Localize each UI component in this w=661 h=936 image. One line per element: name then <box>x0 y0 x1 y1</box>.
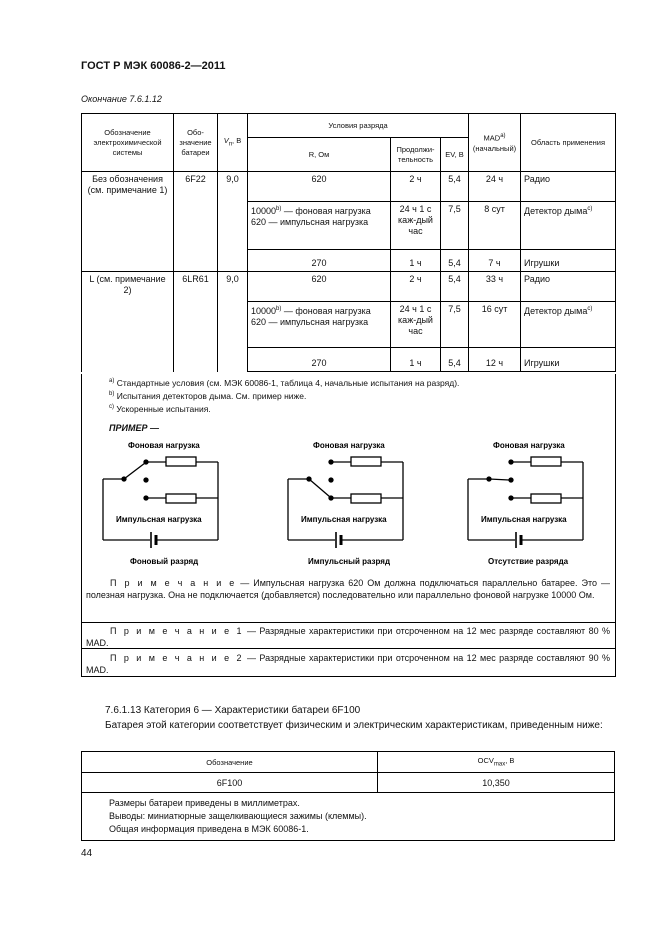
col-header-discharge: Условия разряда <box>248 114 469 138</box>
mad-cell: 24 ч <box>469 172 521 202</box>
pulse-resistor <box>531 494 561 503</box>
note-2: П р и м е ч а н и е 2 — Разрядные характеристики при отсроченном на 12 мес разряде составляют 90 % MAD. <box>86 653 610 675</box>
col-header-battery: Обо-значение батареи <box>174 114 218 172</box>
r-cell: 10000$^{b)}$ — фоновая нагрузка 620 — импульсная нагрузка <box>248 302 391 348</box>
col-header-vn: $V_п$, В <box>218 114 248 172</box>
continuation-label: Окончание 7.6.1.12 <box>81 94 162 104</box>
system-cell: L (см. примечание 2) <box>82 272 174 372</box>
vn-cell: 9,0 <box>218 172 248 272</box>
mad-cell: 8 сут <box>469 202 521 250</box>
example-note: П р и м е ч а н и е — Импульсная нагрузка 620 Ом должна подключаться параллельно батарее. Это — полезная нагрузка. Она не подключается (добавляется) последовательно или параллельно фоновой нагрузке 10000 Ом. <box>86 578 610 600</box>
col-header-application: Область применения <box>521 114 616 172</box>
duration-cell: 1 ч <box>391 348 441 372</box>
footnote: $^{a)}$ Стандартные условия (см. МЭК 60086-1, таблица 4, начальные испытания на разряд). <box>109 378 460 388</box>
application-cell: Радио <box>521 172 616 202</box>
application-cell: Детектор дыма$^{c)}$ <box>521 302 616 348</box>
background-resistor <box>351 457 381 466</box>
battery-info-cell <box>82 793 615 841</box>
r-cell: 270 <box>248 250 391 272</box>
info-line: Выводы: миниатюрные защелкивающиеся зажимы (клеммы). <box>109 811 367 821</box>
duration-cell: 2 ч <box>391 172 441 202</box>
col-header-mad: MAD$^{a)}$ (начальный) <box>469 114 521 172</box>
ev-cell: 5,4 <box>441 272 469 302</box>
pulse-resistor <box>166 494 196 503</box>
r-cell: 10000$^{b)}$ — фоновая нагрузка 620 — импульсная нагрузка <box>248 202 391 250</box>
section-heading: 7.6.1.13 Категория 6 — Характеристики батареи 6F100 <box>105 705 361 716</box>
page-number: 44 <box>81 848 93 859</box>
ev-cell: 5,4 <box>441 348 469 372</box>
background-resistor <box>166 457 196 466</box>
col-header-system: Обозначение электрохимической системы <box>82 114 174 172</box>
switch-lever <box>309 479 330 497</box>
mad-cell: 7 ч <box>469 250 521 272</box>
col-header-ev: EV, В <box>441 138 469 172</box>
background-resistor <box>531 457 561 466</box>
circuit-diagram-1 <box>103 441 218 566</box>
mad-cell: 16 сут <box>469 302 521 348</box>
col-header-duration: Продолжи-тельность <box>391 138 441 172</box>
ev-cell: 7,5 <box>441 202 469 250</box>
r-cell: 620 <box>248 172 391 202</box>
col-header-designation: Обозначение <box>82 752 378 773</box>
vn-cell: 9,0 <box>218 272 248 372</box>
r-cell: 270 <box>248 348 391 372</box>
switch-contact-mid <box>509 478 513 482</box>
application-cell: Игрушки <box>521 348 616 372</box>
application-cell: Игрушки <box>521 250 616 272</box>
duration-cell: 24 ч 1 с каж-дый час <box>391 202 441 250</box>
ocv-cell: 10,350 <box>378 773 615 793</box>
pulse-load-label: Импульсная нагрузка <box>481 515 567 524</box>
pulse-resistor <box>351 494 381 503</box>
caption-label: Фоновый разряд <box>130 557 199 566</box>
ev-cell: 5,4 <box>441 250 469 272</box>
caption-label: Импульсный разряд <box>308 557 391 566</box>
mad-cell: 12 ч <box>469 348 521 372</box>
mad-cell: 33 ч <box>469 272 521 302</box>
background-load-label: Фоновая нагрузка <box>493 441 565 450</box>
ev-cell: 5,4 <box>441 172 469 202</box>
footnote: $^{b)}$ Испытания детекторов дыма. См. пример ниже. <box>109 391 307 401</box>
application-cell: Детектор дыма$^{c)}$ <box>521 202 616 250</box>
battery-cell: 6F22 <box>174 172 218 272</box>
example-title: ПРИМЕР — <box>109 423 159 433</box>
switch-contact-mid <box>329 478 333 482</box>
section-intro: Батарея этой категории соответствует физическим и электрическим характеристикам, приведенным ниже: <box>105 720 603 731</box>
system-cell: Без обозначения (см. примечание 1) <box>82 172 174 272</box>
table-row <box>82 272 616 302</box>
pulse-load-label: Импульсная нагрузка <box>301 515 387 524</box>
duration-cell: 1 ч <box>391 250 441 272</box>
info-line: Размеры батареи приведены в миллиметрах. <box>109 798 300 808</box>
caption-label: Отсутствие разряда <box>488 557 569 566</box>
ev-cell: 7,5 <box>441 302 469 348</box>
pulse-load-label: Импульсная нагрузка <box>116 515 202 524</box>
duration-cell: 2 ч <box>391 272 441 302</box>
note-1: П р и м е ч а н и е 1 — Разрядные характеристики при отсроченном на 12 мес разряде составляют 80 % MAD. <box>86 626 610 648</box>
background-load-label: Фоновая нагрузка <box>128 441 200 450</box>
footnote: $^{c)}$ Ускоренные испытания. <box>109 404 211 414</box>
designation-cell: 6F100 <box>82 773 378 793</box>
info-line: Общая информация приведена в МЭК 60086-1. <box>109 824 309 834</box>
battery-cell: 6LR61 <box>174 272 218 372</box>
table-row <box>82 172 616 202</box>
discharge-table <box>81 113 616 372</box>
switch-lever <box>489 479 509 480</box>
document-header: ГОСТ Р МЭК 60086-2—2011 <box>81 60 226 72</box>
col-header-ocv: $OCV_{max}$, В <box>378 752 615 773</box>
application-cell: Радио <box>521 272 616 302</box>
r-cell: 620 <box>248 272 391 302</box>
background-load-label: Фоновая нагрузка <box>313 441 385 450</box>
switch-lever <box>124 463 145 479</box>
battery-6f100-table <box>81 751 615 841</box>
circuit-diagram-2 <box>288 441 403 566</box>
duration-cell: 24 ч 1 с каж-дый час <box>391 302 441 348</box>
switch-contact-mid <box>144 478 148 482</box>
circuit-diagram-3 <box>468 441 583 566</box>
circuit-diagrams <box>88 436 608 570</box>
col-header-r: R, Ом <box>248 138 391 172</box>
